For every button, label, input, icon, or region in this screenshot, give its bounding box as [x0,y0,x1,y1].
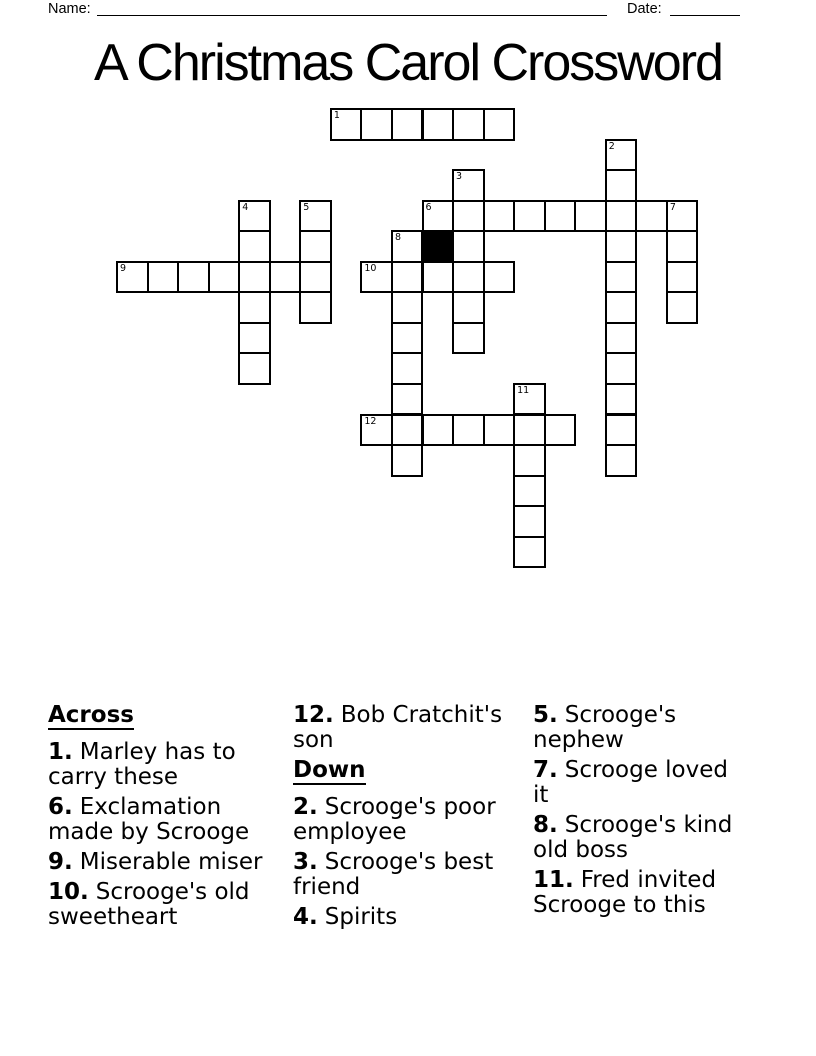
grid-cell[interactable] [238,261,271,294]
clue-2-down [293,795,509,845]
grid-cell[interactable] [513,475,546,508]
clue-5-down [533,703,749,753]
clue-number: 3. [293,849,318,875]
grid-cell[interactable] [513,536,546,569]
grid-cell[interactable] [483,414,516,447]
clue-heading-label: Across [48,702,134,728]
grid-cell[interactable] [391,383,424,416]
clue-heading-label: Down [293,757,366,783]
grid-cell[interactable] [147,261,180,294]
grid-cell[interactable] [238,322,271,355]
cell-number: 3 [456,171,463,183]
clue-column [48,703,264,935]
grid-cell[interactable] [391,322,424,355]
cell-number: 9 [120,262,127,274]
clue-column [293,703,509,935]
cell-number: 8 [394,232,401,244]
name-fill-in-line[interactable] [97,15,607,16]
grid-cell[interactable] [452,322,485,355]
clue-number: 5. [533,702,558,728]
grid-cell[interactable] [605,200,638,233]
clue-10-across [48,880,264,930]
name-label: Name: [48,1,91,17]
grid-cell[interactable] [177,261,210,294]
grid-cell[interactable] [483,108,516,141]
clue-12-across [293,703,509,753]
grid-cell[interactable] [391,414,424,447]
clue-text: Spirits [324,904,398,930]
grid-cell[interactable] [391,108,424,141]
grid-cell[interactable] [605,414,638,447]
clue-number: 9. [48,849,73,875]
clue-4-down [293,905,509,930]
grid-cell[interactable] [483,200,516,233]
grid-cell[interactable] [452,169,485,202]
grid-cell[interactable] [422,200,455,233]
grid-cell[interactable] [513,444,546,477]
grid-cell[interactable] [269,261,302,294]
cell-number: 2 [608,140,615,152]
clue-number: 1. [48,739,73,765]
date-fill-in-line[interactable] [670,15,740,16]
clue-heading-down [293,758,509,785]
grid-cell[interactable] [360,261,393,294]
cell-number: 10 [364,262,377,274]
grid-cell[interactable] [452,261,485,294]
clue-column [533,703,749,923]
black-cell [422,230,455,263]
grid-cell[interactable] [605,291,638,324]
grid-cell[interactable] [605,322,638,355]
grid-cell[interactable] [666,230,699,263]
grid-cell[interactable] [299,261,332,294]
grid-cell[interactable] [422,108,455,141]
grid-cell[interactable] [513,414,546,447]
grid-cell[interactable] [360,108,393,141]
grid-cell[interactable] [605,352,638,385]
clue-number: 8. [533,812,558,838]
grid-cell[interactable] [208,261,241,294]
clue-7-down [533,758,749,808]
clue-text: Fred invited Scrooge to this [533,867,717,918]
grid-cell[interactable] [391,291,424,324]
cell-number: 7 [669,201,676,213]
clue-text: Scrooge's best friend [293,849,494,900]
grid-cell[interactable] [360,414,393,447]
cell-number: 1 [333,110,340,121]
grid-cell[interactable] [605,139,638,172]
grid-cell[interactable] [544,414,577,447]
grid-cell[interactable] [391,352,424,385]
clue-1-across [48,740,264,790]
grid-cell[interactable] [452,291,485,324]
grid-cell[interactable] [391,230,424,263]
grid-cell[interactable] [238,200,271,233]
clue-8-down [533,813,749,863]
crossword-grid [116,108,701,573]
grid-cell[interactable] [605,383,638,416]
clue-number: 11. [533,867,574,893]
cell-number: 11 [517,384,530,396]
grid-cell[interactable] [422,261,455,294]
clue-text: Scrooge loved it [533,757,728,808]
clue-11-down [533,868,749,918]
grid-cell[interactable] [605,444,638,477]
clue-text: Miserable miser [79,849,263,875]
clue-number: 6. [48,794,73,820]
grid-cell[interactable] [452,200,485,233]
grid-cell[interactable] [238,291,271,324]
grid-cell[interactable] [391,261,424,294]
grid-cell[interactable] [544,200,577,233]
cell-number: 4 [242,201,249,213]
grid-cell[interactable] [452,414,485,447]
clue-3-down [293,850,509,900]
grid-cell[interactable] [513,505,546,538]
clue-6-across [48,795,264,845]
grid-cell[interactable] [605,230,638,263]
grid-cell[interactable] [238,352,271,385]
clue-9-across [48,850,264,875]
grid-cell[interactable] [513,383,546,416]
grid-cell[interactable] [299,291,332,324]
grid-cell[interactable] [666,291,699,324]
clue-number: 4. [293,904,318,930]
clue-text: Scrooge's poor employee [293,794,496,845]
grid-cell[interactable] [299,200,332,233]
grid-cell[interactable] [422,414,455,447]
grid-cell[interactable] [513,200,546,233]
clue-number: 10. [48,879,89,905]
grid-cell[interactable] [605,169,638,202]
clue-heading-across [48,703,264,730]
clue-number: 7. [533,757,558,783]
clue-text: Exclamation made by Scrooge [48,794,250,845]
clue-number: 2. [293,794,318,820]
clue-text: Scrooge's nephew [533,702,677,753]
grid-cell[interactable] [391,444,424,477]
page-title: A Christmas Carol Crossword [94,34,722,92]
cell-number: 12 [364,415,377,427]
grid-cell[interactable] [116,261,149,294]
clue-text: Scrooge's kind old boss [533,812,733,863]
clue-text: Marley has to carry these [48,739,236,790]
clue-number: 12. [293,702,334,728]
grid-cell[interactable] [635,200,668,233]
grid-cell[interactable] [452,108,485,141]
grid-cell[interactable] [452,230,485,263]
grid-cell[interactable] [330,108,363,141]
grid-cell[interactable] [299,230,332,263]
grid-cell[interactable] [605,261,638,294]
grid-cell[interactable] [666,200,699,233]
grid-cell[interactable] [574,200,607,233]
grid-cell[interactable] [483,261,516,294]
cell-number: 6 [425,201,432,213]
grid-cell[interactable] [666,261,699,294]
clue-text: Scrooge's old sweetheart [48,879,250,930]
clue-text: Bob Cratchit's son [293,702,503,753]
cell-number: 5 [303,201,310,213]
grid-cell[interactable] [238,230,271,263]
date-label: Date: [627,1,662,17]
